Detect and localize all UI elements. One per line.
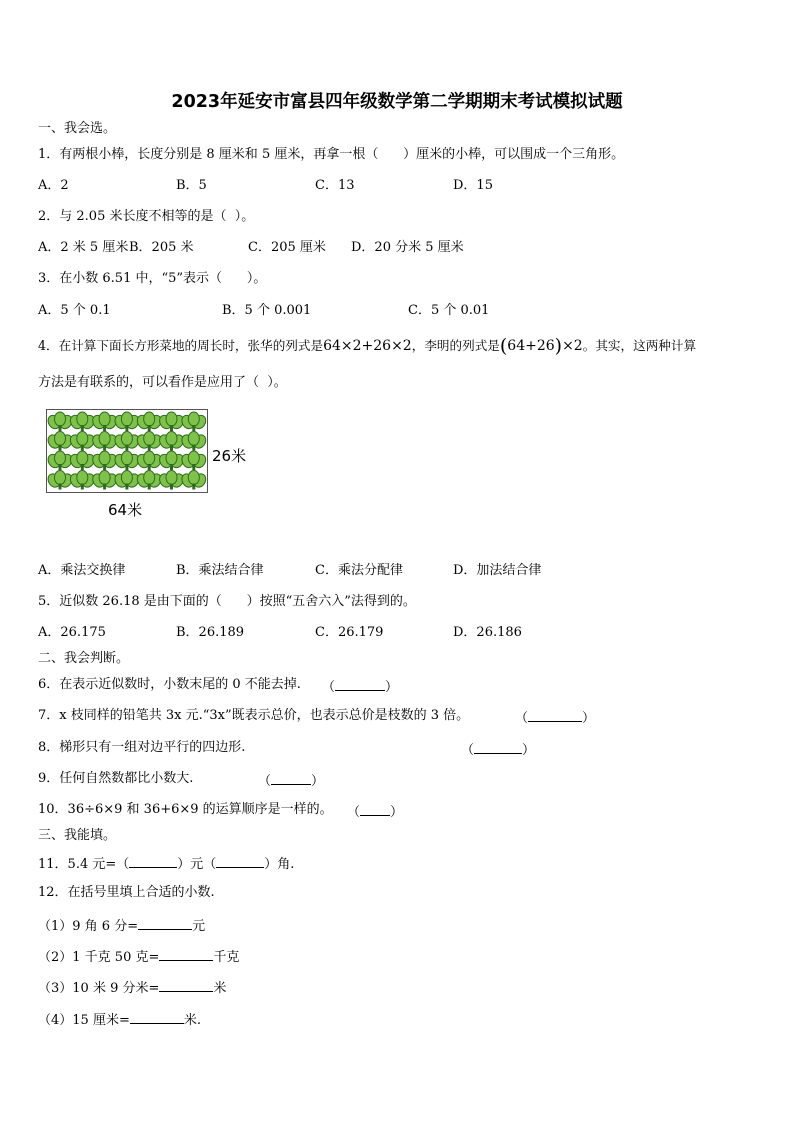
q5-option-d[interactable]: D．26.186 <box>453 625 522 640</box>
q12-item-4-text: （4）15 厘米= <box>38 1013 130 1028</box>
question-8: 8．梯形只有一组对边平行的四边形. <box>38 740 246 755</box>
q5-option-c[interactable]: C．26.179 <box>315 625 384 640</box>
question-3: 3．在小数 6.51 中，“5”表示（ ）。 <box>38 271 267 286</box>
question-9: 9．任何自然数都比小数大. <box>38 771 194 786</box>
q1-text-pre: 1．有两根小棒，长度分别是 8 厘米和 5 厘米，再拿一根（ <box>38 147 379 162</box>
q12-item-2 <box>38 946 239 967</box>
q12-item-3-blank[interactable] <box>159 977 213 992</box>
vegetable-field-illustration <box>47 410 207 492</box>
vegetable-plant-icon <box>180 471 207 490</box>
section-heading-2: 二、我会判断。 <box>38 651 130 666</box>
q11-text-pre: 11．5.4 元=（ <box>38 857 130 872</box>
q1-option-d[interactable]: D．15 <box>453 178 493 193</box>
q10-answer-blank[interactable]: （ ） <box>347 801 403 822</box>
q4-text-post: 。其实，这两种计算 <box>582 338 697 353</box>
q11-text-mid: ）元（ <box>177 857 217 872</box>
q4-option-c[interactable]: C．乘法分配律 <box>315 563 403 578</box>
q2-option-c[interactable]: C．205 厘米 <box>248 240 326 255</box>
vegetable-field-rectangle <box>46 409 208 493</box>
q3-option-b[interactable]: B．5 个 0.001 <box>222 303 312 318</box>
q12-item-3-unit: 米 <box>213 981 227 996</box>
q4-expression-2-inner: 64+26 <box>507 338 555 354</box>
q3-option-a[interactable]: A．5 个 0.1 <box>38 303 111 318</box>
q1-option-c[interactable]: C．13 <box>315 178 355 193</box>
field-length-label: 64米 <box>108 501 143 519</box>
question-6: 6．在表示近似数时，小数末尾的 0 不能去掉. <box>38 677 301 692</box>
q1-text-post: ）厘米的小棒，可以围成一个三角形。 <box>403 147 625 162</box>
q12-item-2-unit: 千克 <box>213 950 240 965</box>
q6-answer-blank[interactable]: （ ） <box>322 676 398 697</box>
q12-item-4-blank[interactable] <box>130 1009 184 1024</box>
q12-item-3-text: （3）10 米 9 分米= <box>38 981 160 996</box>
q8-answer-blank[interactable]: （ ） <box>461 739 535 760</box>
q11-blank-yuan[interactable] <box>129 853 177 868</box>
field-width-label: 26米 <box>212 447 247 465</box>
q11-blank-jiao[interactable] <box>216 853 264 868</box>
question-2: 2．与 2.05 米长度不相等的是（ ）。 <box>38 209 255 224</box>
vegetable-plant-icon <box>180 451 207 470</box>
q3-option-c[interactable]: C．5 个 0.01 <box>408 303 490 318</box>
question-1 <box>38 146 624 164</box>
q4-expression-2: (64+26)×2 <box>499 335 583 357</box>
q5-option-a[interactable]: A．26.175 <box>38 625 106 640</box>
q1-option-a[interactable]: A．2 <box>38 178 69 193</box>
question-11 <box>38 853 294 874</box>
q12-item-1 <box>38 915 205 936</box>
q4-option-a[interactable]: A．乘法交换律 <box>38 563 126 578</box>
q12-item-1-blank[interactable] <box>138 915 192 930</box>
q11-text-post: ）角. <box>264 857 295 872</box>
q2-option-a[interactable]: A．2 米 5 厘米 <box>38 240 129 255</box>
q12-item-1-unit: 元 <box>192 919 206 934</box>
q4-text-mid: ，李明的列式是 <box>411 338 500 353</box>
question-7: 7．x 枝同样的铅笔共 3x 元.“3x”既表示总价，也表示总价是枝数的 3 倍。 <box>38 708 470 723</box>
page-title: 2023年延安市富县四年级数学第二学期期末考试模拟试题 <box>171 92 623 112</box>
q12-item-4-unit: 米. <box>183 1013 201 1028</box>
q12-item-2-text: （2）1 千克 50 克= <box>38 950 160 965</box>
q4-option-b[interactable]: B．乘法结合律 <box>176 563 264 578</box>
question-12: 12．在括号里填上合适的小数. <box>38 885 215 900</box>
q2-option-b[interactable]: B．205 米 <box>129 240 194 255</box>
q12-item-1-text: （1）9 角 6 分= <box>38 919 139 934</box>
q4-expression-1: 64×2+26×2 <box>323 338 412 354</box>
question-4-line-1 <box>38 337 696 355</box>
q4-text-pre: 4．在计算下面长方形菜地的周长时，张华的列式是 <box>38 338 324 353</box>
q1-option-b[interactable]: B．5 <box>176 178 207 193</box>
q12-item-4 <box>38 1009 201 1030</box>
question-10: 10．36÷6×9 和 36+6×9 的运算顺序是一样的。 <box>38 802 333 817</box>
q9-answer-blank[interactable]: （ ） <box>258 770 324 791</box>
section-heading-1: 一、我会选。 <box>38 121 117 136</box>
q2-option-d[interactable]: D．20 分米 5 厘米 <box>351 240 464 255</box>
q12-item-2-blank[interactable] <box>159 946 213 961</box>
vegetable-plant-icon <box>180 412 207 431</box>
q5-text-pre: 5．近似数 26.18 是由下面的（ <box>38 594 222 609</box>
q7-answer-blank[interactable]: （ ） <box>515 707 595 728</box>
question-5 <box>38 593 416 611</box>
q5-text-post: ）按照“五舍六入”法得到的。 <box>246 594 416 609</box>
section-heading-3: 三、我能填。 <box>38 828 117 843</box>
question-4-line-2: 方法是有联系的，可以看作是应用了（ ）。 <box>38 375 287 390</box>
q5-option-b[interactable]: B．26.189 <box>176 625 245 640</box>
q12-item-3 <box>38 977 226 998</box>
q4-expression-2-tail: ×2 <box>562 338 583 354</box>
vegetable-plant-icon <box>180 432 207 451</box>
q4-option-d[interactable]: D．加法结合律 <box>453 563 542 578</box>
